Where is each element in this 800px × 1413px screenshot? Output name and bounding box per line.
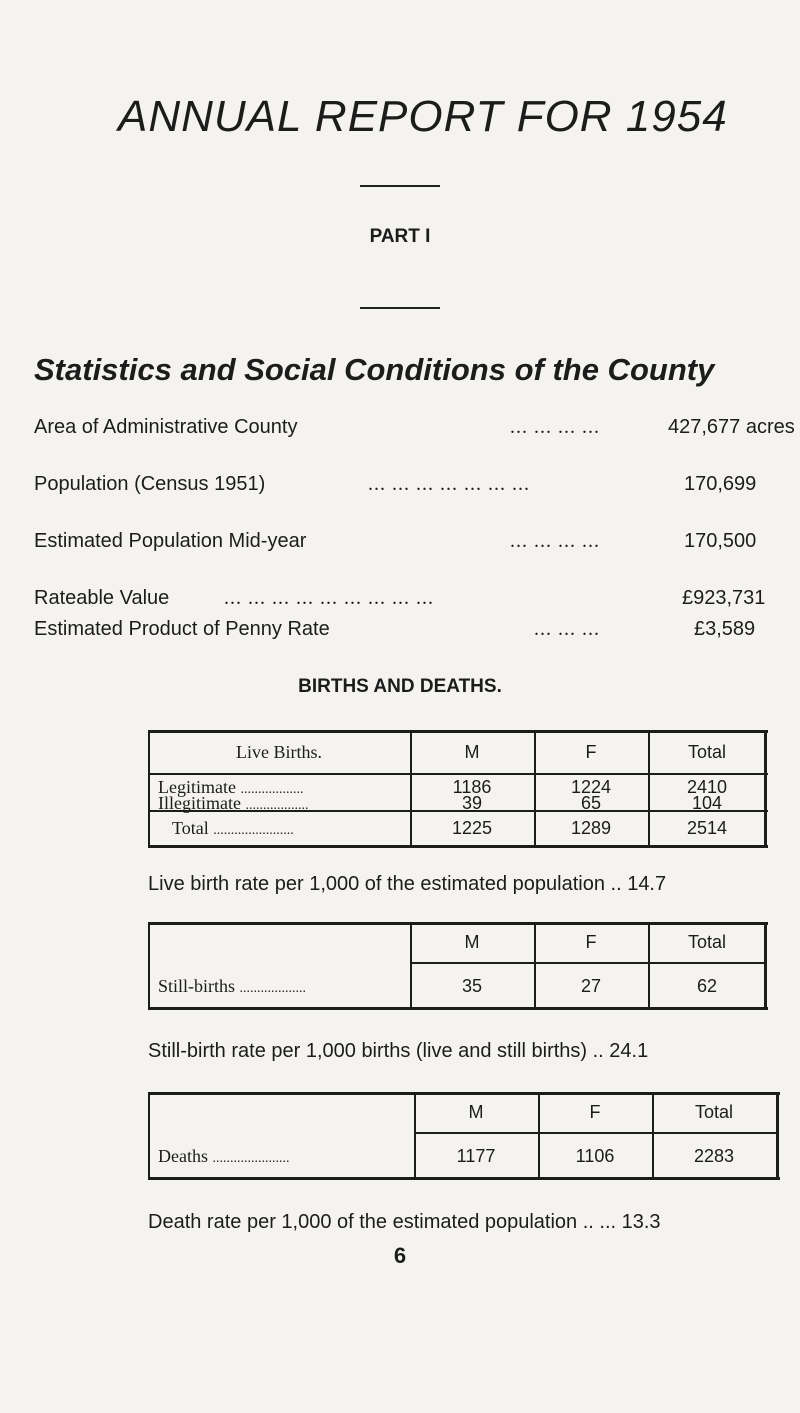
col-header-m: M [464, 932, 480, 952]
row-label-deaths: Deaths ...................... [158, 1146, 290, 1166]
stat-label: Estimated Product of Penny Rate [34, 618, 330, 640]
stat-row [34, 618, 796, 648]
births-deaths-heading: BIRTHS AND DEATHS. [298, 676, 502, 697]
row-label-total: Total ....................... [172, 818, 294, 838]
cell-total: 62 [696, 976, 718, 996]
title-divider [360, 185, 440, 187]
col-header-total: Total [687, 742, 727, 762]
cell-f: 1224 [570, 777, 612, 797]
section-title: Statistics and Social Conditions of the County [34, 352, 715, 387]
stat-row [34, 473, 796, 503]
row-label-legitimate: Legitimate .................. [158, 777, 304, 797]
col-header-total: Total [694, 1102, 734, 1122]
col-header-f: F [585, 932, 597, 952]
col-header-m: M [464, 742, 480, 762]
deaths-table [148, 1092, 780, 1180]
cell-f: 65 [580, 793, 602, 813]
cell-m: 1186 [452, 777, 492, 797]
stat-label: Rateable Value [34, 587, 170, 609]
cell-f: 1106 [575, 1146, 615, 1166]
stat-row [34, 530, 796, 560]
col-header-m: M [468, 1102, 484, 1122]
cell-total: 2410 [686, 777, 728, 797]
stat-value: 170,500 [684, 530, 757, 552]
report-title: ANNUAL REPORT FOR 1954 [118, 92, 728, 141]
page-number: 6 [393, 1243, 407, 1268]
stat-label: Area of Administrative County [34, 416, 298, 438]
still-births-table [148, 922, 768, 1010]
stat-row [34, 416, 796, 446]
cell-total: 2283 [693, 1146, 735, 1166]
leader-dots: ... ... ... ... ... ... ... ... ... [224, 587, 434, 609]
stat-label: Estimated Population Mid-year [34, 530, 307, 552]
cell-m: 39 [461, 793, 483, 813]
cell-m: 1225 [451, 818, 493, 838]
part-divider [360, 307, 440, 309]
leader-dots: ... ... ... ... ... ... ... [368, 473, 530, 495]
cell-total: 2514 [686, 818, 728, 838]
stat-value: £923,731 [682, 587, 766, 609]
cell-m: 1177 [456, 1146, 496, 1166]
col-header-f: F [585, 742, 597, 762]
stat-row [34, 587, 796, 617]
col-header-f: F [589, 1102, 601, 1122]
cell-m: 35 [461, 976, 483, 996]
stat-value: 427,677 acres [668, 416, 795, 438]
row-label-illegitimate: Illegitimate .................. [158, 793, 309, 813]
cell-total: 104 [691, 793, 723, 813]
leader-dots: ... ... ... ... [510, 416, 600, 438]
still-birth-rate: Still-birth rate per 1,000 births (live and still births) .. 24.1 [148, 1040, 649, 1062]
live-births-table [148, 730, 768, 848]
leader-dots: ... ... ... ... [510, 530, 600, 552]
stat-value: £3,589 [694, 618, 756, 640]
cell-f: 27 [580, 976, 602, 996]
row-label-still-births: Still-births ................... [158, 976, 307, 996]
cell-f: 1289 [570, 818, 612, 838]
stat-value: 170,699 [684, 473, 757, 495]
stat-label: Population (Census 1951) [34, 473, 266, 495]
death-rate: Death rate per 1,000 of the estimated population .. ... 13.3 [148, 1211, 661, 1233]
part-heading: PART I [369, 226, 431, 247]
col-header-live-births: Live Births. [236, 742, 322, 762]
leader-dots: ... ... ... [534, 618, 600, 640]
live-birth-rate: Live birth rate per 1,000 of the estimated population .. 14.7 [148, 873, 667, 895]
col-header-total: Total [687, 932, 727, 952]
